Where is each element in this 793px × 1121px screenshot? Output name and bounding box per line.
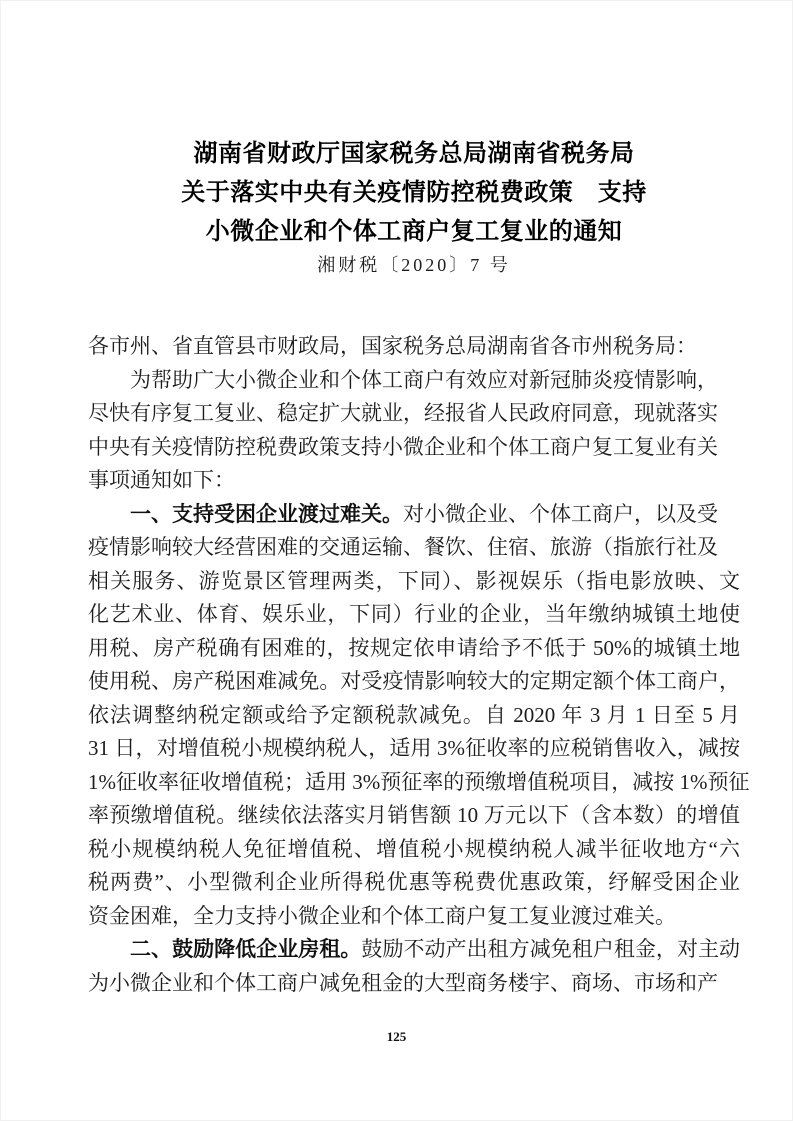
body-line-text: 为小微企业和个体工商户减免租金的大型商务楼宇、商场、市场和产 bbox=[88, 970, 718, 995]
body-line bbox=[88, 565, 740, 599]
document-body bbox=[88, 330, 750, 1000]
body-line bbox=[88, 699, 740, 733]
body-line bbox=[88, 933, 740, 967]
body-line-text: 对小微企业、个体工商户，以及受 bbox=[403, 501, 718, 526]
body-line bbox=[88, 364, 740, 398]
body-line-text: 为帮助广大小微企业和个体工商户有效应对新冠肺炎疫情影响， bbox=[130, 367, 718, 392]
body-line bbox=[88, 732, 740, 766]
body-line-text: 用税、房产税确有困难的，按规定依申请给予不低于 50%的城镇土地 bbox=[88, 635, 740, 660]
body-line-text: 资金困难，全力支持小微企业和个体工商户复工复业渡过难关。 bbox=[88, 903, 676, 928]
body-line bbox=[88, 766, 750, 800]
body-line bbox=[88, 598, 740, 632]
body-line bbox=[88, 498, 740, 532]
body-line bbox=[88, 900, 740, 934]
section-heading: 二、鼓励降低企业房租。 bbox=[130, 938, 362, 961]
body-line-text: 化艺术业、体育、娱乐业，下同）行业的企业，当年缴纳城镇土地使 bbox=[88, 602, 740, 626]
body-line-text: 税两费”、小型微利企业所得税优惠等税费优惠政策，纾解受困企业 bbox=[88, 870, 740, 894]
body-line-text: 疫情影响较大经营困难的交通运输、餐饮、住宿、旅游（指旅行社及 bbox=[88, 535, 718, 559]
body-line-text: 依法调整纳税定额或给予定额税款减免。自 2020 年 3 月 1 日至 5 月 bbox=[88, 702, 740, 727]
body-line bbox=[88, 464, 740, 498]
body-line bbox=[88, 866, 740, 900]
body-line-text: 率预缴增值税。继续依法落实月销售额 10 万元以下（含本数）的增值 bbox=[88, 803, 740, 827]
body-line bbox=[88, 632, 740, 666]
body-line bbox=[88, 397, 740, 431]
section-heading: 一、支持受困企业渡过难关。 bbox=[130, 502, 403, 526]
body-line-text: 使用税、房产税困难减免。对受疫情影响较大的定期定额个体工商户， bbox=[88, 669, 740, 693]
body-line-text: 中央有关疫情防控税费政策支持小微企业和个体工商户复工复业有关 bbox=[88, 434, 718, 459]
body-line-text: 各市州、省直管县市财政局，国家税务总局湖南省各市州税务局： bbox=[88, 334, 697, 358]
body-line bbox=[88, 531, 740, 565]
body-line bbox=[88, 799, 740, 833]
page-number: 125 bbox=[386, 1029, 407, 1044]
body-line bbox=[88, 431, 740, 465]
body-line-text: 31 日，对增值税小规模纳税人，适用 3%征收率的应税销售收入，减按 bbox=[88, 736, 740, 760]
body-line bbox=[88, 833, 740, 867]
body-line bbox=[88, 330, 740, 364]
document-title-line: 小微企业和个体工商户复工复业的通知 bbox=[205, 219, 623, 245]
document-title-line: 湖南省财政厅国家税务总局湖南省税务局 bbox=[193, 141, 635, 167]
body-line-text: 1%征收率征收增值税；适用 3%预征率的预缴增值税项目，减按 1%预征 bbox=[88, 769, 750, 794]
document-title-line: 关于落实中央有关疫情防控税费政策 支持 bbox=[181, 180, 647, 206]
body-line-text: 尽快有序复工复业、稳定扩大就业，经报省人民政府同意，现就落实 bbox=[88, 401, 718, 425]
body-line-text: 税小规模纳税人免征增值税、增值税小规模纳税人减半征收地方“六 bbox=[88, 836, 740, 861]
body-line-text: 鼓励不动产出租方减免租户租金，对主动 bbox=[361, 937, 741, 961]
document-title bbox=[88, 135, 740, 252]
body-line-text: 事项通知如下： bbox=[88, 468, 235, 492]
doc-number: 湘财税〔2020〕7 号 bbox=[317, 255, 511, 275]
body-line-text: 相关服务、游览景区管理两类，下同）、影视娱乐（指电影放映、文 bbox=[88, 568, 740, 593]
body-line bbox=[88, 967, 740, 1001]
body-line bbox=[88, 665, 740, 699]
